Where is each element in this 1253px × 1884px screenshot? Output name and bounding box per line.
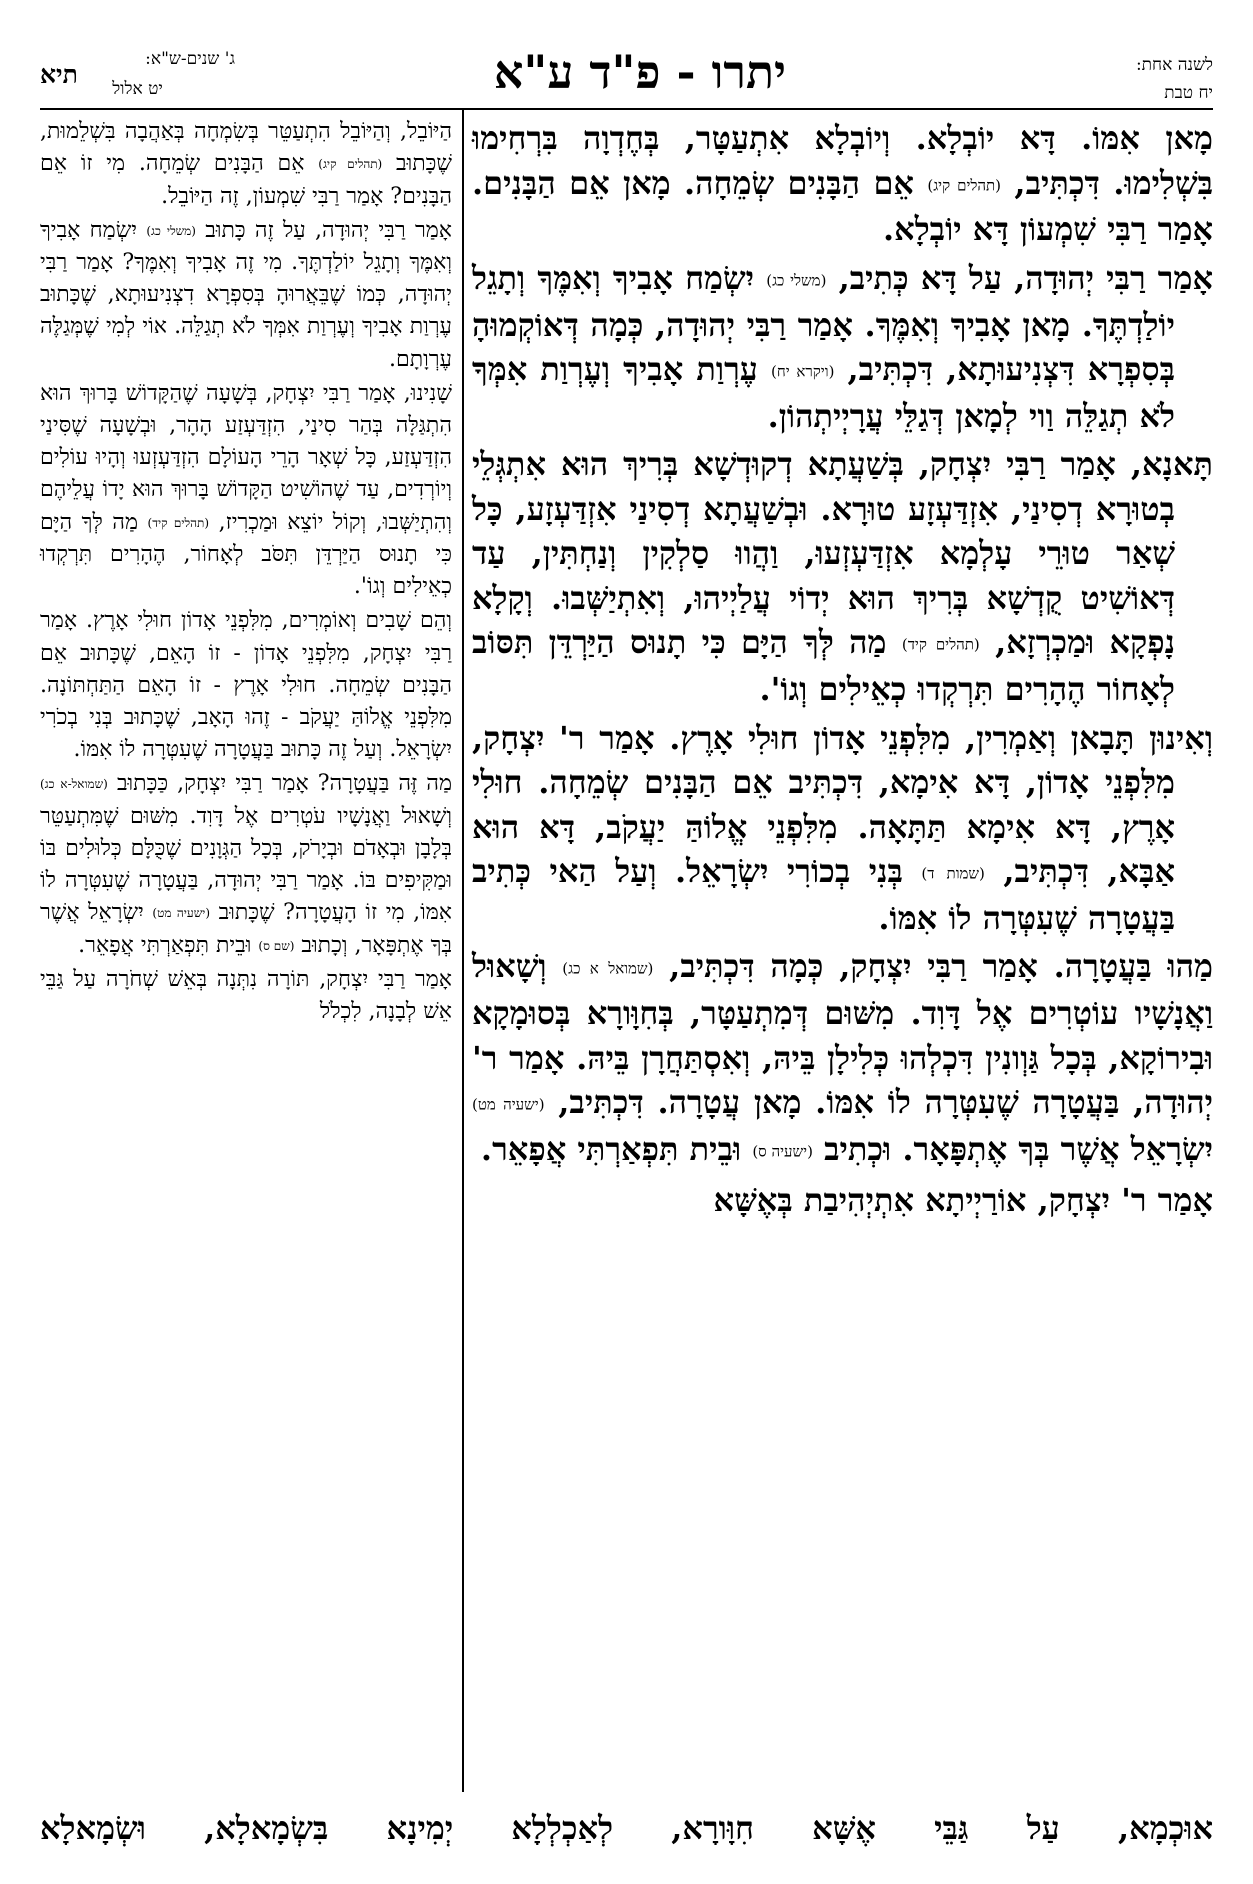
side-text: יִשְׂמַח אָבִיךָ וְאִמֶּךָ וְתָגֵל יוֹלַדְתֶּךָ. מִי זֶה אָבִיךָ וְאִמֶּךָ? אָמַר רַבִּי יְהוּדָה, כְּמוֹ שֶׁבֵּאֲרוּהָ בְּסִפְרָא דִצְנִיעוּתָא, שֶׁכָּתוּב עֶרְוַת אָבִיךָ וְעֶרְוַת אִמְּךָ לֹא תְגַלֵּה. אוֹי לְמִי שֶׁמְּגַלֶּה עֶרְוָתָם. (40, 217, 452, 372)
verse-citation: (שם ס) (258, 938, 295, 953)
column-divider (462, 110, 464, 1792)
main-text: יִשְׂרָאֵל אֲשֶׁר בְּךָ אֶתְפָּאָר. וּכְתִיב (824, 1129, 1213, 1168)
verse-citation: (תהלים קיג) (927, 175, 1002, 194)
main-paragraph-4 (472, 716, 1213, 941)
side-paragraph-5 (40, 768, 452, 962)
main-paragraph-3 (472, 442, 1213, 711)
side-text: וּבֵית תִּפְאַרְתִּי אֲפָאֵר. (78, 932, 252, 958)
main-text: בְּנִי בְכוֹרִי יִשְׂרָאֵל. וְעַל הַאי כְּתִיב בַּעֲטָרָה שֶׁעִטְּרָה לוֹ אִמּוֹ. (472, 852, 1175, 937)
verse-citation: (שמואל א כג) (562, 959, 654, 978)
verse-citation: (ישעיה ס) (752, 1142, 813, 1160)
side-text: יִשְׂרָאֵל אֲשֶׁר בְּךָ אֶתְפָּאָר, וְכָתוּב (40, 900, 452, 958)
header-left-cycle: ג' שנים-ש"א: (145, 49, 235, 69)
main-text: וּבֵית תִּפְאַרְתִּי אֲפָאֵר. (480, 1129, 742, 1168)
main-text: מָאן אִמּוֹ. דָּא יוֹבְלָא. וְיוֹבְלָא אִתְעַטָּר, בְּחֶדְוָה בִּרְחִימוּ בִּשְׁלִימוּ. דִּכְתִּיב, (472, 119, 1214, 202)
side-text: אָמַר רַבִּי יִצְחָק, תּוֹרָה נִתְּנָה בְּאֵשׁ שְׁחֹרָה עַל גַּבֵּי אֵשׁ לְבָנָה, לִכְלֹל (40, 966, 452, 1025)
side-text: מַה זֶּה בַּעֲטָרָה? אָמַר רַבִּי יִצְחָק, כַּכָּתוּב (116, 771, 452, 797)
page-title: יתרו - פ"ד ע"א (493, 45, 787, 99)
verse-citation: (משלי כג) (766, 271, 827, 289)
side-paragraph-2 (40, 215, 452, 376)
main-text: מַה לְּךָ הַיָּם כִּי תָנוּס הַיַּרְדֵּן תִּסּוֹב לְאָחוֹר הֶהָרִים תִּרְקְדוּ כְאֵילִים וְגוֹ'. (472, 623, 1175, 708)
main-paragraph-5 (472, 944, 1213, 1173)
side-text: שָׁנִינוּ, אָמַר רַבִּי יִצְחָק, בְּשָׁעָה שֶׁהַקָּדוֹשׁ בָּרוּךְ הוּא הִתְגַּלָּה בְּהַר סִינַי, הִזְדַּעְזַע הָהָר, וּבְשָׁעָה שֶׁסִּינַי הִזְדַּעְזַע, כָּל שְׁאָר הָרֵי הָעוֹלָם הִזְדַּעְזְעוּ וְהָיוּ עוֹלִים וְיוֹרְדִים, עַד שֶׁהוֹשִׁיט הַקָּדוֹשׁ בָּרוּךְ הוּא יָדוֹ עֲלֵיהֶם וְהִתְיַשְּׁבוּ, וְקוֹל יוֹצֵא וּמַכְרִיז, (40, 380, 452, 535)
main-text: אָמַר רַבִּי יְהוּדָה, עַל דָּא כְּתִיב, (838, 258, 1214, 297)
main-text: יִשְׂמַח אָבִיךָ וְאִמֶּךָ וְתָגֵל יוֹלַדְתֶּךָ. מָאן אָבִיךָ וְאִמֶּךָ. אָמַר רַבִּי יְהוּדָה, כְּמָה דְּאוֹקְמוּהָ בְּסִפְרָא דִּצְנִיעוּתָא, דִּכְתִּיב, (472, 258, 1175, 388)
verse-citation: (תהלים קיד) (147, 515, 210, 530)
header-right-cycle: לשנה אחת: (1135, 55, 1213, 75)
main-paragraph-6 (472, 1178, 1213, 1223)
header-right-date: יח טבת (1164, 83, 1213, 103)
side-text: וְהֵם שָׁבִים וְאוֹמְרִים, מִלִּפְנֵי אָדוֹן חוּלִי אָרֶץ. אָמַר רַבִּי יִצְחָק, מִלִּפְנֵי אָדוֹן - זוֹ הָאֵם, שֶׁכָּתוּב אֵם הַבָּנִים שְׂמֵחָה. חוּלִי אָרֶץ - זוֹ הָאֵם הַתַּחְתּוֹנָה. מִלִּפְנֵי אֱלוֹהַּ יַעֲקֹב - זֶהוּ הָאָב, שֶׁכָּתוּב בְּנִי בְכֹרִי יִשְׂרָאֵל. וְעַל זֶה כָּתוּב בַּעֲטָרָה שֶׁעִטְּרָה לוֹ אִמּוֹ. (40, 608, 452, 763)
bottom-continuation-line: אוּכְמָא, עַל גַּבֵּי אֶשָּׁא חִוָּורָא, לְאַכְלְלָא יְמִינָא בִּשְׂמָאלָא, וּשְׂמָאלָא (40, 1809, 1213, 1847)
main-text: מַהוּ בַּעֲטָרָה. אָמַר רַבִּי יִצְחָק, כְּמָה דִּכְתִּיב, (669, 947, 1213, 986)
main-text-column (472, 116, 1213, 1226)
verse-citation: (ישעיה מט) (472, 1095, 545, 1114)
verse-citation: (ויקרא יח) (771, 362, 835, 381)
verse-citation: (שמות ד) (921, 864, 985, 883)
side-paragraph-4 (40, 605, 452, 766)
side-paragraph-6 (40, 964, 452, 1028)
verse-citation: (תהלים קיד) (901, 635, 980, 654)
side-text: אָמַר רַבִּי יְהוּדָה, עַל זֶה כָּתוּב (205, 217, 453, 243)
verse-citation: (שמואל-א כג) (40, 777, 108, 792)
verse-citation: (משלי כג) (146, 223, 196, 238)
side-text: הַיּוֹבֵל, וְהַיּוֹבֵל הִתְעַטֵּר בְּשִׂמְחָה בְּאַהֲבָה בִּשְׁלֵמוּת, שֶׁכָּתוּב (40, 119, 453, 177)
main-text: תָּאנָא, אָמַר רַבִּי יִצְחָק, בְּשַׁעֲתָא דְקוּדְשָׁא בְּרִיךְ הוּא אִתְגְּלֵי בְטוּרָא דְסִינַי, אִזְדַּעְזָע טוּרָא. וּבְשַׁעֲתָא דְסִינַי אִזְדַּעְזָע, כָּל שְׁאַר טוּרֵי עָלְמָא אִזְדַּעְזְעוּ, וַהֲווּ סַלְקִין וְנַחְתִּין, עַד דְּאוֹשִׁיט קֻדְשָׁא בְּרִיךְ הוּא יְדוֹי עֲלַיְיהוּ, וְאִתְיַשְּׁבוּ. וְקָלָא נָפְקָא וּמַכְרְזָא, (472, 445, 1213, 662)
main-text: עֶרְוַת אָבִיךָ וְעֶרְוַת אִמְּךָ לֹא תְגַלֵּה וַוי לְמָאן דְּגַלֵּי עֲרָיְיתְהוֹן. (472, 350, 1175, 435)
side-paragraph-1 (40, 116, 452, 213)
main-paragraph-1 (472, 116, 1213, 252)
side-text: וְשָׁאוּל וַאֲנָשָׁיו עֹטְרִים אֶל דָּוִד. מִשּׁוּם שֶׁמִּתְעַטֵּר בְּלָבָן וּבְאָדֹם וּבְיָרֹק, בְּכָל הַגְּוָנִים שֶׁכֻּלָּם כְּלוּלִים בּוֹ וּמַקִּיפִים בּוֹ. אָמַר רַבִּי יְהוּדָה, בַּעֲטָרָה שֶׁעִטְּרָה לוֹ אִמּוֹ, מִי זוֹ הָעֲטָרָה? שֶׁכָּתוּב (40, 803, 452, 926)
main-text: אֵם הַבָּנִים שְׂמֵחָה. מָאן אֵם הַבָּנִים. אָמַר רַבִּי שִׁמְעוֹן דָּא יוֹבְלָא. (472, 163, 1213, 249)
main-paragraph-2 (472, 256, 1213, 439)
main-text: וְאִינוּן תָּבָאן וְאַמְרִין, מִלִּפְנֵי אָדוֹן חוּלִי אָרֶץ. אָמַר ר' יִצְחָק, מִלִּפְנֵי אָדוֹן, דָּא אִימָא, דִּכְתִּיב אֵם הַבָּנִים שְׂמֵחָה. חוּלִי אָרֶץ, דָּא אִימָא תַּתָּאָה. מִלִּפְנֵי אֱלוֹהַּ יַעֲקֹב, דָּא הוּא אַבָּא, דִּכְתִּיב, (472, 718, 1213, 890)
header-left-date: יט אלול (112, 79, 163, 99)
folio-number: תיא (40, 60, 78, 89)
side-text: מַה לְּךָ הַיָּם כִּי תָנוּס הַיַּרְדֵּן תִּסֹּב לְאָחוֹר, הֶהָרִים תִּרְקְדוּ כְאֵילִים וְגוֹ'. (40, 509, 452, 600)
main-text: וְשָׁאוּל וַאֲנָשָׁיו עוֹטְרִים אֶל דָּוִד. מִשּׁוּם דְּמִתְעַטָּר, בְּחִוָּורָא בְּסוּמָקָא וּבִירוֹקָא, בְּכָל גַּוְונִין דִּכְלְהוּ כְּלִילָן בֵּיהּ, וְאִסְתַּחֲרָן בֵּיהּ. אָמַר ר' יְהוּדָה, בַּעֲטָרָה שֶׁעִטְּרָה לוֹ אִמּוֹ. מָאן עֲטָרָה. דִּכְתִּיב, (472, 947, 1214, 1121)
header-divider (40, 108, 1213, 110)
side-text: אֵם הַבָּנִים שְׂמֵחָה. מִי זוֹ אֵם הַבָּנִים? אָמַר רַבִּי שִׁמְעוֹן, זֶה הַיּוֹבֵל. (40, 151, 452, 209)
translation-column (40, 116, 452, 1030)
main-text: אָמַר ר' יִצְחָק, אוֹרַיְיתָא אִתְיְהִיבַת בְּאֶשָּׁא (713, 1180, 1213, 1219)
side-paragraph-3 (40, 378, 452, 604)
verse-citation: (ישעיה מט) (152, 906, 211, 921)
verse-citation: (תהלים קיג) (318, 157, 383, 172)
